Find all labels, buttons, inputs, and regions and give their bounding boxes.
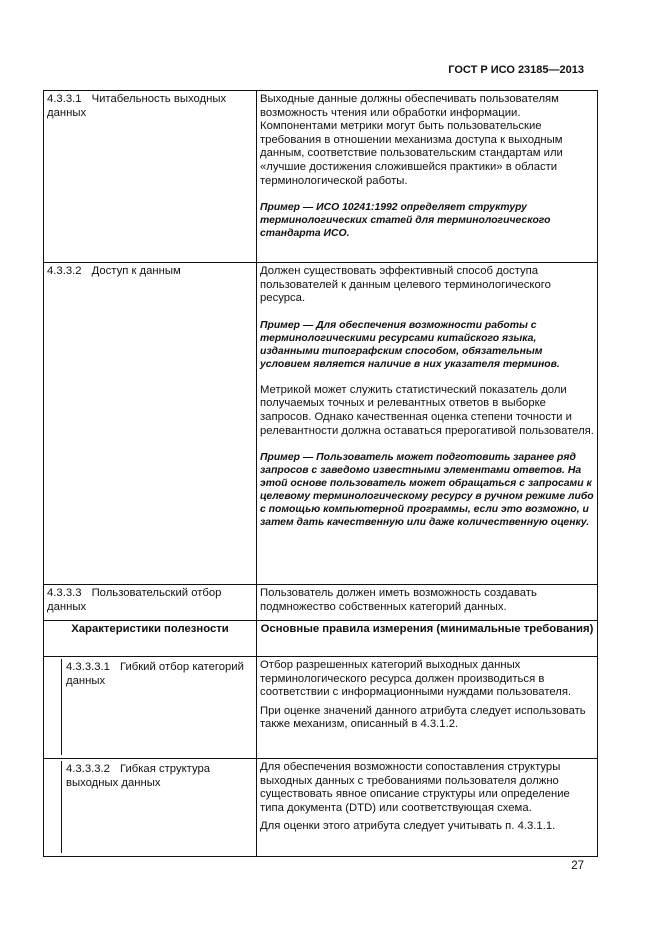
clause-number: 4.3.3.3.2: [66, 763, 110, 775]
indent-column: [47, 761, 62, 853]
clause-number: 4.3.3.1: [47, 93, 82, 105]
characteristic-cell: [44, 91, 257, 263]
characteristic-cell: [44, 263, 257, 585]
rule-text: Для обеспечения возможности сопоставления структуры выходных данных с требованиями пользователя должно существовать явное описание структуры или определение типа документа (DTD) или соответствующая схема.: [260, 761, 570, 814]
rule-text: Должен существовать эффективный способ доступа пользователей к данным целевого терминологического ресурса.: [260, 265, 551, 305]
clause-number: 4.3.3.2: [47, 265, 82, 277]
rule-text: Для оценки этого атрибута следует учитывать п. 4.3.1.1.: [260, 820, 556, 833]
characteristic-name: Гибкая структура выходных данных: [66, 763, 211, 789]
example-text: Пример — ИСО 10241:1992 определяет структуру терминологических статей для терминологического стандарта ИСО.: [260, 202, 551, 240]
document-id-header: ГОСТ Р ИСО 23185—2013: [448, 64, 584, 76]
characteristic-cell: [44, 657, 257, 759]
table-row: [44, 759, 598, 857]
column-header-rules: Основные правила измерения (минимальные требования): [257, 621, 598, 657]
table-row: [44, 91, 598, 263]
table-row: [44, 585, 598, 621]
document-table: [43, 90, 598, 857]
rule-text: При оценке значений данного атрибута следует использовать также механизм, описанный в 4.3.1.2.: [260, 704, 586, 731]
rule-cell: [257, 263, 598, 585]
characteristic-name: Доступ к данным: [91, 265, 181, 277]
clause-number: 4.3.3.3: [47, 587, 82, 599]
rule-text: Выходные данные должны обеспечивать пользователям возможность чтения или обработки информации. Компонентами метрики могут быть пользовательские требования в отношении механизма доступа к выходным данным, соответствие пользовательским стандартам или «лучшие достижения сложившейся практики» в области терминологической работы.: [260, 93, 563, 187]
characteristic-name: Пользовательский отбор данных: [47, 587, 222, 613]
characteristic-cell: [44, 585, 257, 621]
rule-cell: [257, 585, 598, 621]
characteristic-cell: [44, 759, 257, 857]
rule-text: Пользователь должен иметь возможность создавать подмножество собственных категорий данных.: [260, 587, 537, 613]
characteristic-name: Гибкий отбор категорий данных: [66, 661, 244, 687]
table-row: [44, 657, 598, 759]
clause-number: 4.3.3.3.1: [66, 661, 110, 673]
page-number: 27: [571, 860, 584, 872]
example-text: Пример — Для обеспечения возможности работы с терминологическими ресурсами китайского языка, изданными типографским способом, обязательным условием является наличие в них указателя терминов.: [260, 319, 560, 370]
rule-cell: [257, 657, 598, 759]
table-header-row: [44, 621, 598, 657]
rule-text: Отбор разрешенных категорий выходных данных терминологического ресурса должен производиться в соответствии с информационными нуждами пользователя.: [260, 659, 572, 699]
column-header-characteristics: Характеристики полезности: [44, 621, 257, 657]
characteristic-name: Читабельность выходных данных: [47, 93, 227, 119]
rule-cell: [257, 91, 598, 263]
table-row: [44, 263, 598, 585]
rule-text: Метрикой может служить статистический показатель доли получаемых точных и релевантных ответов в выборке запросов. Однако качественная оценка степени точности и релевантности должна оставаться прерогативой пользователя.: [260, 383, 594, 437]
indent-column: [47, 659, 62, 755]
example-text: Пример — Пользователь может подготовить заранее ряд запросов с заведомо известными элементами ответов. На этой основе пользователь может обращаться с запросами к целевому терминологическому ресурсу в ручном режиме либо с помощью компьютерной программы, если это возможно, и затем дать качественную или даже количественную оценку.: [260, 452, 594, 529]
rule-cell: [257, 759, 598, 857]
